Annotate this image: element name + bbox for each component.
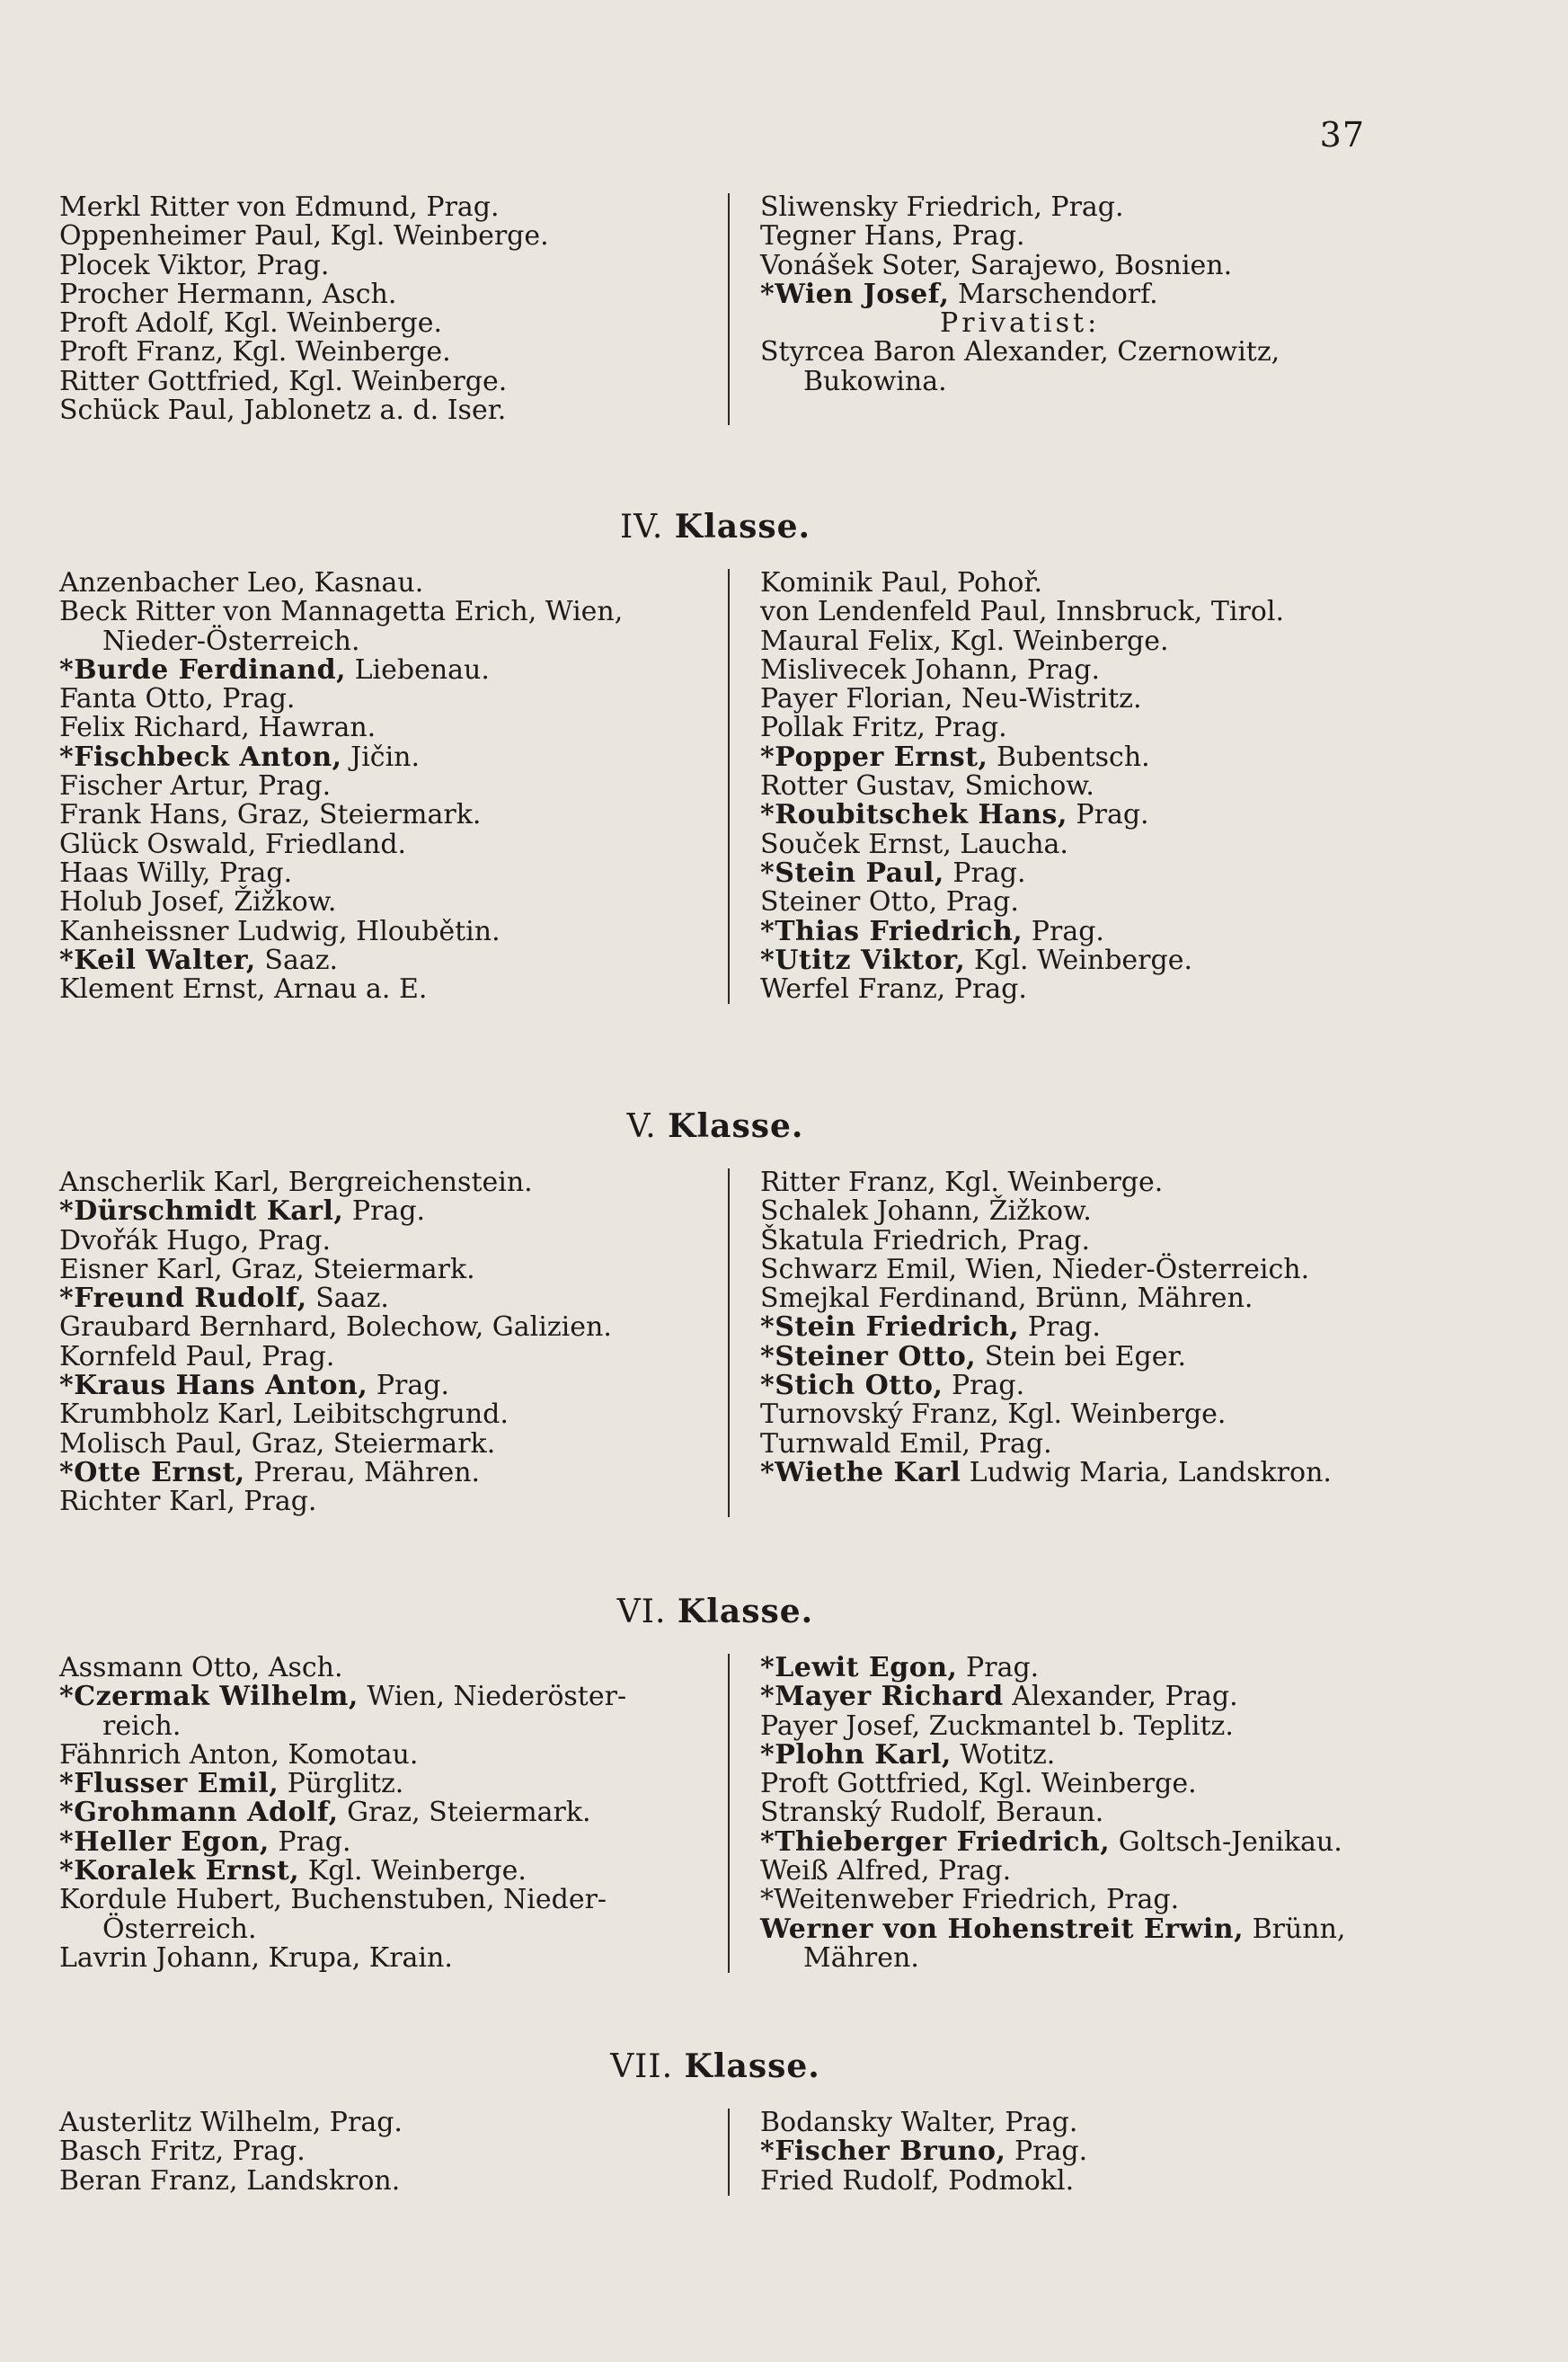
list-item xyxy=(59,280,724,309)
right-column xyxy=(724,569,1284,1004)
entry-text: Schalek Johann, Žižkow. xyxy=(760,1195,1092,1228)
student-name-bold: *Flusser Emil, xyxy=(59,1768,279,1800)
list-item xyxy=(760,1770,1345,1798)
list-item xyxy=(760,627,1284,656)
entry-text: Werfel Franz, Prag. xyxy=(760,973,1027,1006)
right-column xyxy=(724,2109,1087,2196)
entry-text: Privatist: xyxy=(940,307,1101,340)
entry-text: Brünn, xyxy=(1244,1913,1346,1945)
class-heading-roman: VI. xyxy=(616,1594,667,1630)
section-class-vii xyxy=(59,2047,1371,2196)
entry-text: Glück Oswald, Friedland. xyxy=(59,828,407,860)
list-item xyxy=(59,309,724,338)
section-class-v xyxy=(59,1107,1371,1517)
list-item xyxy=(760,830,1284,859)
entry-text: Krumbholz Karl, Leibitschgrund. xyxy=(59,1399,509,1431)
list-item xyxy=(760,193,1280,222)
entry-text: Prag. xyxy=(343,1195,426,1228)
column-divider xyxy=(728,569,730,1004)
list-item xyxy=(59,598,724,626)
list-item xyxy=(59,1487,724,1516)
list-item xyxy=(59,1224,724,1256)
entry-text: Basch Fritz, Prag. xyxy=(59,2136,306,2168)
column-divider xyxy=(728,193,730,425)
entry-text: Anscherlik Karl, Bergreichenstein. xyxy=(59,1167,533,1198)
entry-text: Prag. xyxy=(1005,2136,1088,2168)
list-item xyxy=(760,653,1284,686)
column-divider xyxy=(728,2109,730,2196)
entry-text: Souček Ernst, Laucha. xyxy=(760,828,1068,860)
list-item xyxy=(760,1197,1332,1226)
list-item xyxy=(59,2109,724,2137)
entry-text: Prag. xyxy=(957,1652,1040,1683)
entry-text: Liebenau. xyxy=(346,653,490,686)
entry-text: Prerau, Mähren. xyxy=(244,1456,481,1488)
entry-text: *Weitenweber Friedrich, Prag. xyxy=(760,1884,1180,1916)
entry-text: Proft Franz, Kgl. Weinberge. xyxy=(59,336,451,369)
entry-text: Österreich. xyxy=(102,1913,257,1945)
entry-text: Ritter Gottfried, Kgl. Weinberge. xyxy=(59,365,508,397)
entry-text: Anzenbacher Leo, Kasnau. xyxy=(59,567,424,599)
list-item xyxy=(59,365,724,397)
list-item xyxy=(760,743,1284,772)
entry-text: Jičin. xyxy=(341,741,421,773)
entry-text: Merkl Ritter von Edmund, Prag. xyxy=(59,191,500,223)
entry-text: Plocek Viktor, Prag. xyxy=(59,249,330,281)
entry-text: Turnovský Franz, Kgl. Weinberge. xyxy=(760,1399,1227,1431)
student-name-bold: *Fischer Bruno, xyxy=(760,2136,1006,2168)
list-item xyxy=(59,1886,724,1914)
list-item xyxy=(760,338,1280,367)
entry-text: Beck Ritter von Mannagetta Erich, Wien, xyxy=(59,596,624,628)
student-name-bold: *Otte Ernst, xyxy=(59,1456,245,1488)
class-heading xyxy=(59,2047,1371,2085)
list-item xyxy=(760,1798,1345,1827)
entry-text: Wien, Niederöster- xyxy=(358,1681,627,1713)
student-name-bold: *Popper Ernst, xyxy=(760,741,988,773)
entry-text: Richter Karl, Prag. xyxy=(59,1486,317,1518)
list-item xyxy=(59,2137,724,2166)
list-item xyxy=(59,685,724,714)
entry-text: Payer Josef, Zuckmantel b. Teplitz. xyxy=(760,1709,1234,1742)
list-item xyxy=(59,915,724,947)
right-column xyxy=(724,1654,1345,1973)
student-name-bold: *Heller Egon, xyxy=(59,1825,270,1858)
entry-text: Maural Felix, Kgl. Weinberge. xyxy=(760,625,1169,657)
entry-text: Bukowina. xyxy=(803,365,947,397)
student-name-bold: *Wien Josef, xyxy=(760,278,950,310)
list-item xyxy=(59,1738,724,1771)
list-item xyxy=(760,1284,1332,1313)
class-heading-roman: VII. xyxy=(610,2048,674,2085)
student-name-bold: *Burde Ferdinand, xyxy=(59,653,347,686)
list-item xyxy=(59,743,724,772)
entry-text: Mähren. xyxy=(803,1941,919,1974)
entry-text: Fanta Otto, Prag. xyxy=(59,683,296,715)
entry-text: Frank Hans, Graz, Steiermark. xyxy=(59,799,482,831)
list-item xyxy=(59,1654,724,1683)
list-item xyxy=(59,1456,724,1488)
student-name-bold: *Plohn Karl, xyxy=(760,1738,952,1771)
list-item xyxy=(760,1427,1332,1460)
student-name-bold: *Stein Paul, xyxy=(760,857,944,889)
list-item xyxy=(760,365,1280,397)
list-item xyxy=(760,1654,1345,1683)
class-heading-roman: V. xyxy=(626,1108,657,1145)
list-item xyxy=(760,2164,1087,2197)
entry-text: Prag. xyxy=(943,857,1026,889)
entry-text: Wotitz. xyxy=(951,1738,1056,1771)
entry-text: Austerlitz Wilhelm, Prag. xyxy=(59,2107,403,2138)
student-name-bold: *Fischbeck Anton, xyxy=(59,741,342,773)
entry-text: Bodansky Walter, Prag. xyxy=(760,2107,1078,2138)
entry-text: Kgl. Weinberge. xyxy=(299,1855,527,1887)
entry-text: Assmann Otto, Asch. xyxy=(59,1652,343,1683)
left-column xyxy=(59,569,724,1004)
entry-text: Graubard Bernhard, Bolechow, Galizien. xyxy=(59,1311,612,1344)
entry-text: Mislivecek Johann, Prag. xyxy=(760,653,1101,686)
section-class-iv xyxy=(59,508,1371,1004)
list-item xyxy=(59,2164,724,2197)
list-item xyxy=(760,888,1284,917)
entry-text: von Lendenfeld Paul, Innsbruck, Tirol. xyxy=(760,596,1284,628)
list-item xyxy=(760,2137,1087,2166)
student-name-bold: *Freund Rudolf, xyxy=(59,1283,307,1315)
list-item xyxy=(59,1340,724,1372)
right-column xyxy=(724,193,1280,425)
student-name-bold: *Mayer Richard xyxy=(760,1681,1004,1713)
list-item xyxy=(760,1253,1332,1285)
two-column-list xyxy=(59,1654,1371,1973)
entry-text: Beran Franz, Landskron. xyxy=(59,2164,401,2197)
list-item xyxy=(760,1941,1345,1974)
left-column xyxy=(59,1654,724,1973)
entry-text: Turnwald Emil, Prag. xyxy=(760,1427,1052,1460)
student-name-bold: *Stich Otto, xyxy=(760,1370,943,1402)
list-item xyxy=(59,1770,724,1798)
entry-text: Kanheissner Ludwig, Hloubětin. xyxy=(59,915,501,947)
list-item xyxy=(760,222,1280,251)
list-item xyxy=(760,1709,1345,1742)
list-item xyxy=(760,772,1284,801)
list-item xyxy=(760,975,1284,1004)
entry-text: Schück Paul, Jablonetz a. d. Iser. xyxy=(59,395,507,427)
entry-text: Graz, Steiermark. xyxy=(338,1797,591,1829)
list-item xyxy=(760,1224,1332,1256)
entry-text: Škatula Friedrich, Prag. xyxy=(760,1224,1091,1256)
list-item xyxy=(760,1886,1345,1914)
entry-text: Procher Hermann, Asch. xyxy=(59,278,397,310)
class-heading xyxy=(59,1107,1371,1145)
entry-text: Oppenheimer Paul, Kgl. Weinberge. xyxy=(59,220,549,253)
subheading xyxy=(760,309,1280,338)
list-item xyxy=(59,801,724,830)
entry-text: Kordule Hubert, Buchenstuben, Nieder- xyxy=(59,1884,607,1916)
entry-text: Prag. xyxy=(269,1825,351,1858)
entry-text: Fried Rudolf, Podmokl. xyxy=(760,2164,1075,2197)
list-item xyxy=(59,653,724,686)
entry-text: Nieder-Österreich. xyxy=(102,625,360,657)
list-item xyxy=(59,1253,724,1285)
list-item xyxy=(760,859,1284,888)
entry-text: Proft Gottfried, Kgl. Weinberge. xyxy=(760,1768,1197,1800)
list-item xyxy=(59,569,724,598)
entry-text: Weiß Alfred, Prag. xyxy=(760,1855,1012,1887)
two-column-list xyxy=(59,193,1371,425)
section-continuation xyxy=(59,193,1371,425)
entry-text: Ritter Franz, Kgl. Weinberge. xyxy=(760,1167,1164,1198)
class-heading-word: Klasse. xyxy=(684,2047,820,2085)
list-item xyxy=(59,249,724,281)
list-item xyxy=(59,888,724,917)
list-item xyxy=(760,1372,1332,1400)
list-item xyxy=(760,1683,1345,1711)
list-item xyxy=(760,569,1284,598)
entry-text: Kornfeld Paul, Prag. xyxy=(59,1340,335,1372)
student-name-bold: *Stein Friedrich, xyxy=(760,1311,1020,1344)
entry-text: Fähnrich Anton, Komotau. xyxy=(59,1738,419,1771)
entry-text: Ludwig Maria, Landskron. xyxy=(961,1456,1332,1488)
left-column xyxy=(59,193,724,425)
list-item xyxy=(59,627,724,656)
entry-text: Haas Willy, Prag. xyxy=(59,857,293,889)
list-item xyxy=(760,915,1284,947)
entry-text: Prag. xyxy=(1019,1311,1101,1344)
column-divider xyxy=(728,1168,730,1517)
list-item xyxy=(760,598,1284,626)
student-name-bold: *Dürschmidt Karl, xyxy=(59,1195,344,1228)
column-divider xyxy=(728,1654,730,1973)
entry-text: Lavrin Johann, Krupa, Krain. xyxy=(59,1941,453,1974)
class-heading xyxy=(59,1593,1371,1630)
list-item xyxy=(59,946,724,975)
entry-text: Prag. xyxy=(1023,915,1104,947)
student-name-bold: *Keil Walter, xyxy=(59,944,256,976)
class-heading-roman: IV. xyxy=(619,509,664,546)
list-item xyxy=(760,1857,1345,1886)
student-name-bold: Werner von Hohenstreit Erwin, xyxy=(760,1913,1245,1945)
list-item xyxy=(760,249,1280,281)
entry-text: Pollak Fritz, Prag. xyxy=(760,712,1007,744)
student-name-bold: *Lewit Egon, xyxy=(760,1652,958,1683)
entry-text: Stranský Rudolf, Beraun. xyxy=(760,1797,1104,1829)
list-item xyxy=(59,1284,724,1313)
class-heading xyxy=(59,508,1371,546)
entry-text: Prag. xyxy=(1067,799,1149,831)
list-item xyxy=(59,714,724,742)
entry-text: Bubentsch. xyxy=(988,741,1150,773)
entry-text: Sliwensky Friedrich, Prag. xyxy=(760,191,1124,223)
entry-text: Rotter Gustav, Smichow. xyxy=(760,770,1094,803)
list-item xyxy=(59,830,724,859)
list-item xyxy=(760,1456,1332,1488)
entry-text: Prag. xyxy=(368,1370,449,1402)
entry-text: Molisch Paul, Graz, Steiermark. xyxy=(59,1427,496,1460)
left-column xyxy=(59,2109,724,2196)
list-item xyxy=(760,1738,1345,1771)
list-item xyxy=(59,1825,724,1858)
list-item xyxy=(59,975,724,1004)
entry-text: Kgl. Weinberge. xyxy=(965,944,1192,976)
list-item xyxy=(59,1427,724,1460)
entry-text: Stein bei Eger. xyxy=(976,1340,1187,1372)
entry-text: Payer Florian, Neu-Wistritz. xyxy=(760,683,1142,715)
entry-text: Goltsch-Jenikau. xyxy=(1110,1825,1342,1858)
list-item xyxy=(760,1313,1332,1342)
right-column xyxy=(724,1168,1332,1517)
entry-text: Kominik Paul, Pohoř. xyxy=(760,567,1043,599)
list-item xyxy=(59,222,724,251)
list-item xyxy=(760,1168,1332,1197)
list-item xyxy=(760,685,1284,714)
entry-text: Dvořák Hugo, Prag. xyxy=(59,1224,331,1256)
entry-text: Eisner Karl, Graz, Steiermark. xyxy=(59,1253,475,1285)
student-name-bold: *Koralek Ernst, xyxy=(59,1855,300,1887)
list-item xyxy=(59,1313,724,1342)
two-column-list xyxy=(59,1168,1371,1517)
entry-text: Felix Richard, Hawran. xyxy=(59,712,376,744)
list-item xyxy=(59,193,724,222)
entry-text: Schwarz Emil, Wien, Nieder-Österreich. xyxy=(760,1253,1310,1285)
list-item xyxy=(59,1168,724,1197)
entry-text: Holub Josef, Žižkow. xyxy=(59,886,337,919)
entry-text: Saaz. xyxy=(255,944,339,976)
student-name-bold: *Czermak Wilhelm, xyxy=(59,1681,359,1713)
list-item xyxy=(59,1941,724,1974)
list-item xyxy=(59,859,724,888)
student-name-bold: *Wiethe Karl xyxy=(760,1456,961,1488)
entry-text: Styrcea Baron Alexander, Czernowitz, xyxy=(760,336,1280,369)
entry-text: Alexander, Prag. xyxy=(1003,1681,1238,1713)
list-item xyxy=(59,1857,724,1886)
page-number: 37 xyxy=(1319,115,1365,155)
student-name-bold: *Thieberger Friedrich, xyxy=(760,1825,1111,1858)
list-item xyxy=(760,714,1284,742)
two-column-list xyxy=(59,569,1371,1004)
entry-text: Smejkal Ferdinand, Brünn, Mähren. xyxy=(760,1283,1254,1315)
entry-text: Klement Ernst, Arnau a. E. xyxy=(59,973,428,1006)
entry-text: Prag. xyxy=(943,1370,1025,1402)
list-item xyxy=(760,1825,1345,1858)
list-item xyxy=(760,1400,1332,1429)
student-name-bold: *Kraus Hans Anton, xyxy=(59,1370,368,1402)
entry-text: Marschendorf. xyxy=(949,278,1158,310)
student-name-bold: *Roubitschek Hans, xyxy=(760,799,1067,831)
list-item xyxy=(59,396,724,425)
entry-text: Fischer Artur, Prag. xyxy=(59,770,332,803)
class-heading-word: Klasse. xyxy=(677,1593,814,1630)
entry-text: Vonášek Soter, Sarajewo, Bosnien. xyxy=(760,249,1233,281)
entry-text: Proft Adolf, Kgl. Weinberge. xyxy=(59,307,443,340)
student-name-bold: *Grohmann Adolf, xyxy=(59,1797,339,1829)
list-item xyxy=(760,1340,1332,1372)
student-name-bold: *Steiner Otto, xyxy=(760,1340,977,1372)
section-class-vi xyxy=(59,1593,1371,1973)
list-item xyxy=(760,1915,1345,1944)
entry-text: Tegner Hans, Prag. xyxy=(760,220,1025,253)
class-heading-word: Klasse. xyxy=(674,508,811,546)
student-name-bold: *Utitz Viktor, xyxy=(760,944,966,976)
list-item xyxy=(760,946,1284,975)
two-column-list xyxy=(59,2109,1371,2196)
list-item xyxy=(59,1197,724,1226)
list-item xyxy=(760,801,1284,830)
list-item xyxy=(760,280,1280,309)
list-item xyxy=(59,1400,724,1429)
student-name-bold: *Thias Friedrich, xyxy=(760,915,1023,947)
entry-text: Saaz. xyxy=(306,1283,389,1315)
list-item xyxy=(59,772,724,801)
left-column xyxy=(59,1168,724,1517)
list-item xyxy=(59,1915,724,1944)
list-item xyxy=(59,1372,724,1400)
entry-text: Pürglitz. xyxy=(279,1768,404,1800)
list-item xyxy=(760,2109,1087,2137)
list-item xyxy=(59,1683,724,1711)
class-heading-word: Klasse. xyxy=(668,1107,804,1145)
entry-text: Steiner Otto, Prag. xyxy=(760,886,1019,919)
list-item xyxy=(59,1798,724,1827)
list-item xyxy=(59,1709,724,1742)
entry-text: reich. xyxy=(102,1709,182,1742)
list-item xyxy=(59,338,724,367)
